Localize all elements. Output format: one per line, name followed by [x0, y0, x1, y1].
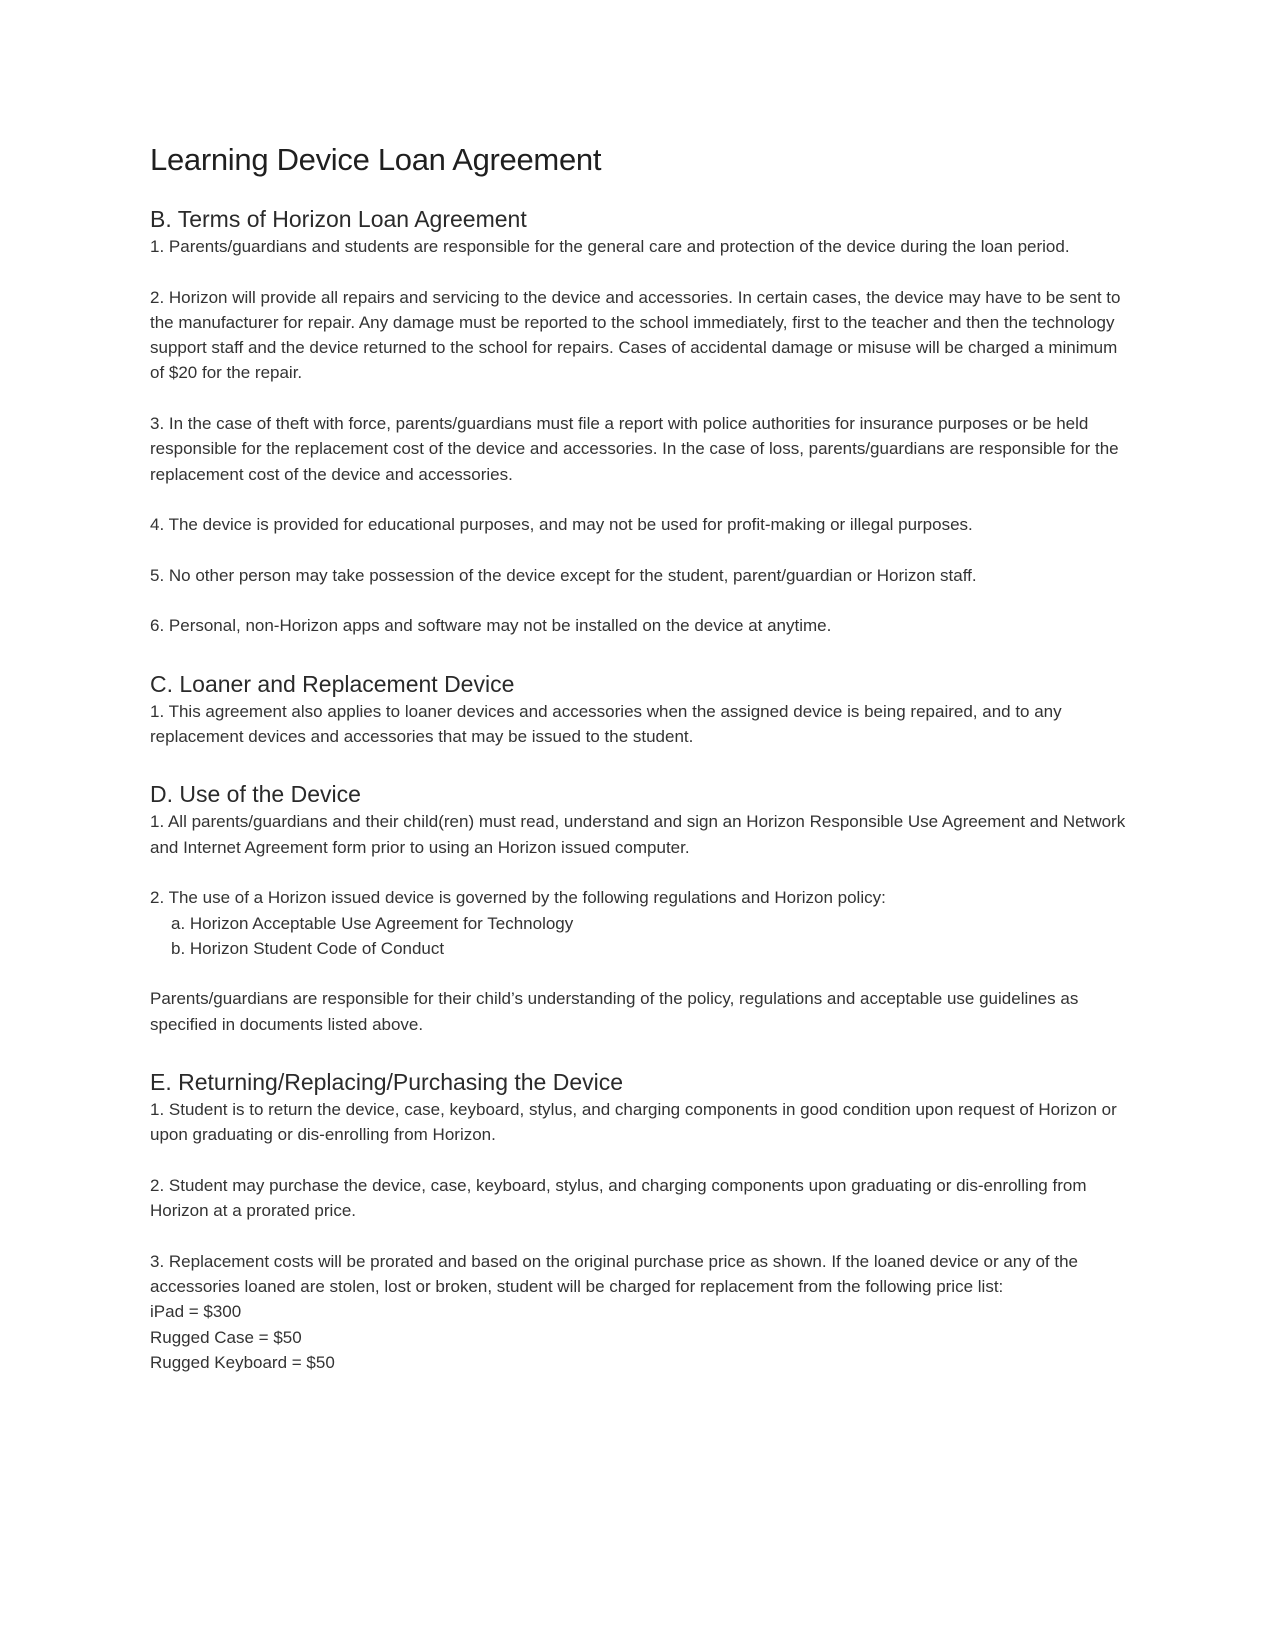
- section-loaner: [150, 669, 1130, 750]
- terms-item-5: 5. No other person may take possession of the device except for the student, parent/guardian or Horizon staff.: [150, 565, 977, 585]
- returning-item-1: 1. Student is to return the device, case, keyboard, stylus, and charging components in good condition upon request of Horizon or upon graduating or dis-enrolling from Horizon.: [150, 1100, 1117, 1145]
- document-page: [150, 140, 1130, 1375]
- page-title: Learning Device Loan Agreement: [150, 142, 602, 177]
- terms-item-6: 6. Personal, non-Horizon apps and software may not be installed on the device at anytime.: [150, 616, 832, 636]
- use-item-1: 1. All parents/guardians and their child(ren) must read, understand and sign an Horizon Responsible Use Agreement and Network and Internet Agreement form prior to using an Horizon issued computer.: [150, 812, 1126, 857]
- section-heading: E. Returning/Replacing/Purchasing the Device: [150, 1069, 624, 1096]
- section-terms: [150, 204, 1130, 639]
- use-note: Parents/guardians are responsible for their child’s understanding of the policy, regulations and acceptable use guidelines as specified in documents listed above.: [150, 989, 1079, 1034]
- terms-item-1: 1. Parents/guardians and students are responsible for the general care and protection of the device during the loan period.: [150, 237, 1070, 256]
- use-sub-item-a: a. Horizon Acceptable Use Agreement for Technology: [171, 913, 574, 933]
- use-item-2: 2. The use of a Horizon issued device is governed by the following regulations and Horizon policy:: [150, 888, 886, 908]
- loaner-item-1: 1. This agreement also applies to loaner devices and accessories when the assigned device is being repaired, and to any replacement devices and accessories that may be issued to the student.: [150, 701, 1062, 747]
- returning-item-2: 2. Student may purchase the device, case, keyboard, stylus, and charging components upon graduating or dis-enrolling from Horizon at a prorated price.: [150, 1175, 1087, 1221]
- returning-item-3: 3. Replacement costs will be prorated and based on the original purchase price as shown. If the loaned device or any of the accessories loaned are stolen, lost or broken, student will be charged for replacement from the following price list:: [150, 1251, 1079, 1297]
- section-heading: D. Use of the Device: [150, 781, 361, 808]
- terms-item-2: 2. Horizon will provide all repairs and servicing to the device and accessories. In certain cases, the device may have to be sent to the manufacturer for repair. Any damage must be reported to the school immediately, first to the teacher and then the technology support staff and the device returned to the school for repairs. Cases of accidental damage or misuse will be charged a minimum of $20 for the repair.: [150, 287, 1121, 383]
- terms-item-4: 4. The device is provided for educational purposes, and may not be used for profit-making or illegal purposes.: [150, 515, 973, 535]
- terms-item-3: 3. In the case of theft with force, parents/guardians must file a report with police authorities for insurance purposes or be held responsible for the replacement cost of the device and accessories. In the case of loss, parents/guardians are responsible for the replacement cost of the device and accessories.: [150, 414, 1119, 484]
- section-heading: C. Loaner and Replacement Device: [150, 670, 515, 697]
- use-sub-item-b: b. Horizon Student Code of Conduct: [171, 938, 445, 958]
- price-list-item: Rugged Keyboard = $50: [150, 1352, 335, 1372]
- section-heading: B. Terms of Horizon Loan Agreement: [150, 206, 527, 232]
- section-returning: [150, 1067, 1130, 1375]
- price-list-item: iPad = $300: [150, 1302, 242, 1322]
- price-list-item: Rugged Case = $50: [150, 1327, 302, 1347]
- section-use: [150, 779, 1130, 1037]
